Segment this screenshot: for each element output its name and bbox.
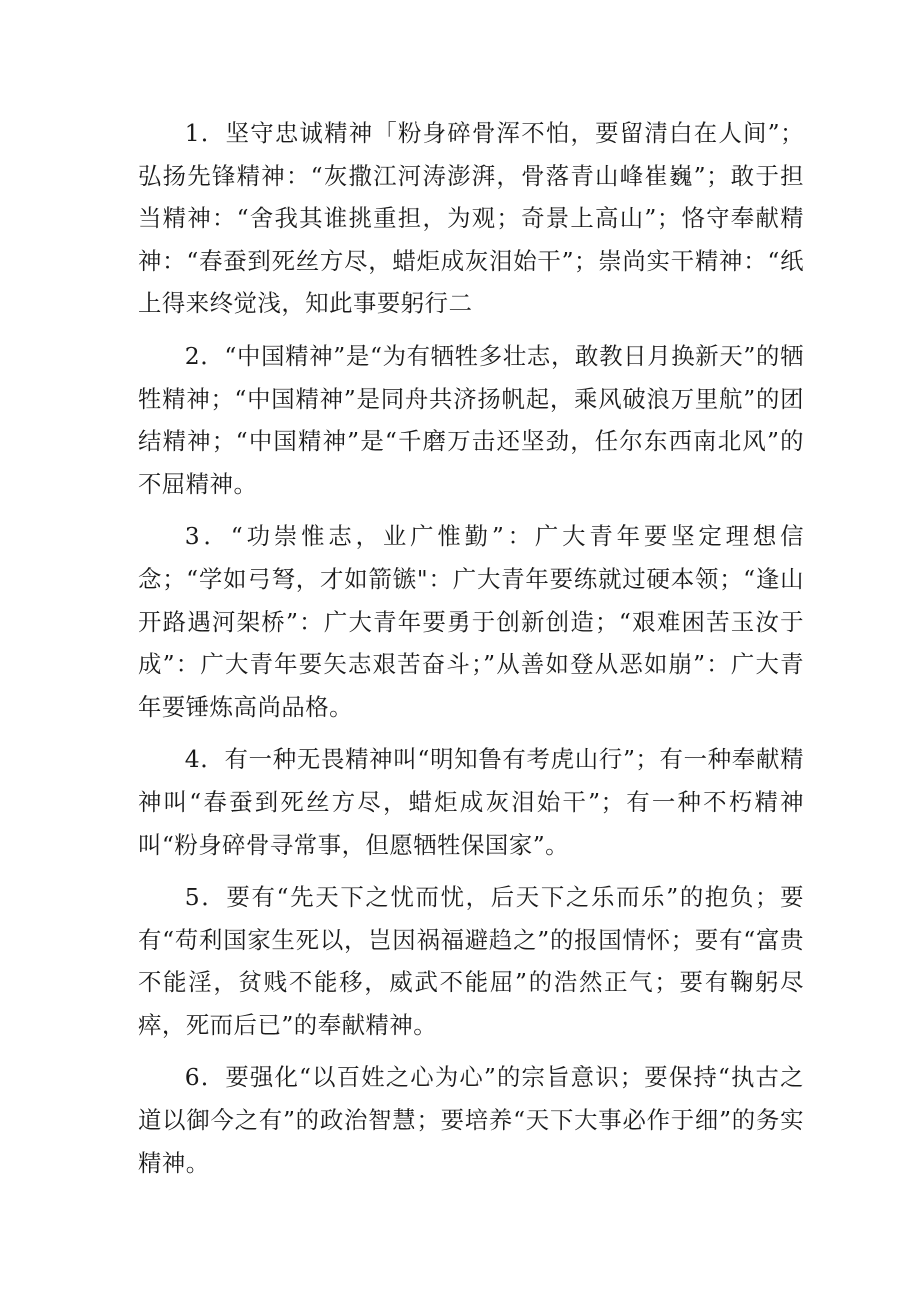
document-body — [138, 112, 804, 1194]
paragraph-3: 3．“功崇惟志，业广惟勤”：广大青年要坚定理想信念；“学如弓弩，才如箭镞"：广大青年要练就过硬本领；“逢山开路遇河架桥”：广大青年要勇于创新创造；“艰难困苦玉汝于成”：广大青年要矢志艰苦奋斗；”从善如登从恶如崩”：广大青年要锤炼高尚品格。 — [138, 522, 804, 721]
paragraph-2: 2．“中国精神”是“为有牺牲多壮志，敢教日月换新天”的牺牲精神；“中国精神”是同舟共济扬帆起，乘风破浪万里航”的团结精神；“中国精神”是“千磨万击还坚劲，任尔东西南北风”的不屈精神。 — [138, 341, 804, 498]
paragraph-5: 5．要有“先天下之忧而忧，后天下之乐而乐”的抱负；要有“苟利国家生死以，岂因祸福避趋之”的报国情怀；要有“富贵不能淫，贫贱不能移，威武不能屈”的浩然正气；要有鞠躬尽瘁，死而后已”的奉献精神。 — [138, 883, 804, 1039]
paragraph-6: 6．要强化“以百姓之心为心”的宗旨意识；要保持“执古之道以御今之有”的政治智慧；要培养“天下大事必作于细”的务实精神。 — [138, 1063, 804, 1177]
paragraph-4: 4．有一种无畏精神叫“明知鲁有考虎山行”；有一种奉献精神叫“春蚕到死丝方尽，蜡炬成灰泪始干”；有一种不朽精神叫“粉身碎骨寻常事，但愿牺牲保国家”。 — [138, 745, 804, 859]
paragraph-1: 1．坚守忠诚精神「粉身碎骨浑不怕，要留清白在人间”；弘扬先锋精神：“灰撒江河涛澎湃，骨落青山峰崔巍”；敢于担当精神：“舍我其谁挑重担，为观；奇景上高山”；恪守奉献精神：“春蚕到死丝方尽，蜡炬成灰泪始干”；崇尚实干精神：“纸上得来终觉浅，知此事要躬行二 — [138, 119, 804, 318]
